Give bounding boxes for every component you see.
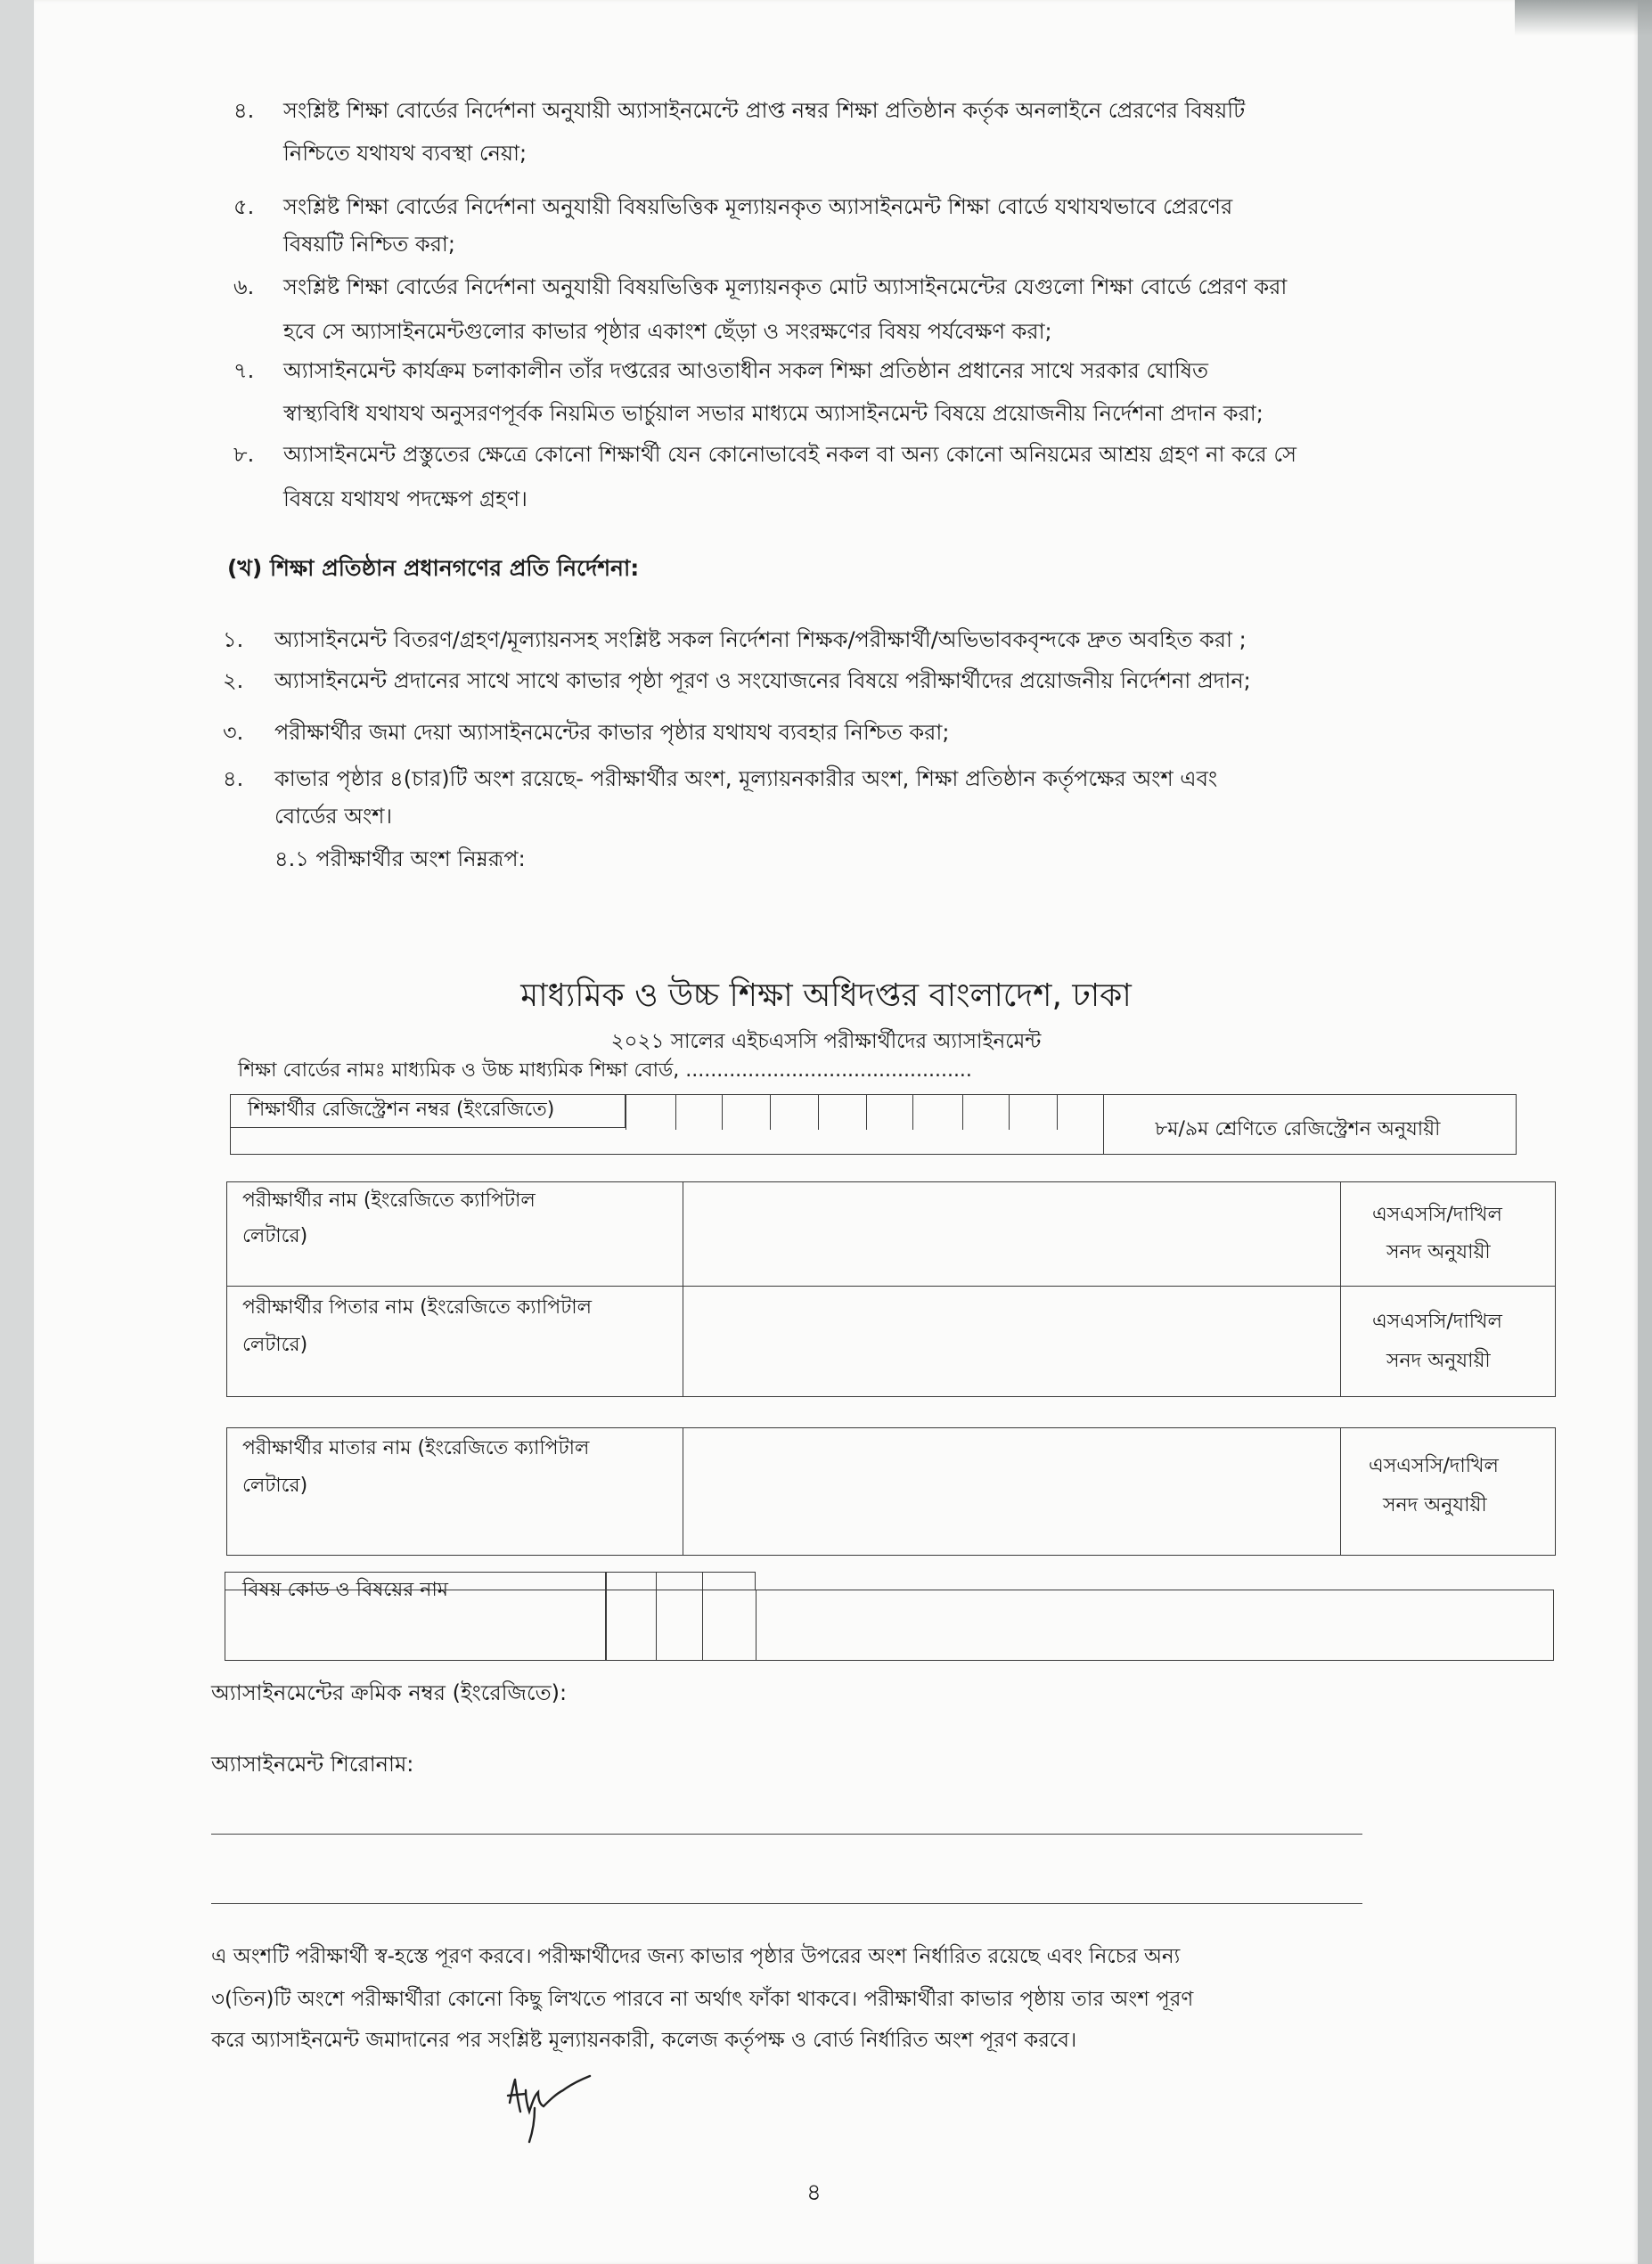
- item-text-line: বিষয়টি নিশ্চিত করা;: [283, 232, 455, 257]
- section-heading: (খ) শিক্ষা প্রতিষ্ঠান প্রধানগণের প্রতি নির্দেশনা:: [227, 555, 640, 581]
- scan-shadow: [1515, 0, 1652, 36]
- reg-digit-divider: [722, 1094, 723, 1130]
- item-text-line: স্বাস্থ্যবিধি যথাযথ অনুসরণপূর্বক নিয়মিত ভার্চুয়াল সভার মাধ্যমে অ্যাসাইনমেন্ট বিষয়ে প্রয়োজনীয় নির্দেশনা প্রদান করা;: [283, 401, 1264, 426]
- cell-divider: [1340, 1287, 1341, 1397]
- mother-name-label: পরীক্ষার্থীর মাতার নাম (ইংরেজিতে ক্যাপিটাল: [242, 1437, 590, 1459]
- page-number: ৪: [806, 2179, 822, 2206]
- scan-edge: [1638, 0, 1652, 2264]
- item-text-line: কাভার পৃষ্ঠার ৪(চার)টি অংশ রয়েছে- পরীক্ষার্থীর অংশ, মূল্যায়নকারীর অংশ, শিক্ষা প্রতিষ্ঠান কর্তৃপক্ষের অংশ এবং: [274, 766, 1218, 791]
- item-number: ১.: [223, 627, 244, 652]
- title-line[interactable]: [211, 1903, 1362, 1904]
- signature: [499, 2049, 624, 2147]
- cell-divider: [1340, 1181, 1341, 1287]
- item-text-line: বোর্ডের অংশ।: [274, 804, 393, 829]
- mother-name-label: লেটারে): [242, 1475, 308, 1497]
- ssc-note: সনদ অনুযায়ী: [1383, 1494, 1487, 1516]
- ssc-note: এসএসসি/দাখিল: [1372, 1204, 1502, 1226]
- item-text-line: সংশ্লিষ্ট শিক্ষা বোর্ডের নির্দেশনা অনুযায়ী অ্যাসাইনমেন্টে প্রাপ্ত নম্বর শিক্ষা প্রতিষ্ঠান কর্তৃক অনলাইনে প্রেরণের বিষয়টি: [283, 98, 1246, 123]
- reg-digit-divider: [818, 1094, 819, 1130]
- item-text-line: অ্যাসাইনমেন্ট প্রদানের সাথে সাথে কাভার পৃষ্ঠা পূরণ ও সংযোজনের বিষয়ে পরীক্ষার্থীদের প্রয়োজনীয় নির্দেশনা প্রদান;: [274, 668, 1251, 693]
- title-line[interactable]: [211, 1834, 1362, 1835]
- reg-digit-divider: [912, 1094, 913, 1130]
- item-number: ৫.: [233, 194, 255, 219]
- father-name-label: পরীক্ষার্থীর পিতার নাম (ইংরেজিতে ক্যাপিটাল: [242, 1296, 592, 1319]
- item-number: ৩.: [223, 720, 244, 745]
- registration-label: শিক্ষার্থীর রেজিস্ট্রেশন নম্বর (ইংরেজিতে): [248, 1099, 555, 1121]
- note-paragraph-line: করে অ্যাসাইনমেন্ট জমাদানের পর সংশ্লিষ্ট মূল্যায়নকারী, কলেজ কর্তৃপক্ষ ও বোর্ড নির্ধারিত অংশ পূরণ করবে।: [211, 2029, 1077, 2052]
- student-name-label: পরীক্ষার্থীর নাম (ইংরেজিতে ক্যাপিটাল: [242, 1189, 536, 1212]
- ssc-note: সনদ অনুযায়ী: [1386, 1350, 1491, 1372]
- student-name-label: লেটারে): [242, 1225, 308, 1247]
- item-number: ৭.: [233, 358, 255, 383]
- item-text-line: অ্যাসাইনমেন্ট কার্যক্রম চলাকালীন তাঁর দপ্তরের আওতাধীন সকল শিক্ষা প্রতিষ্ঠান প্রধানের সাথে সরকার ঘোষিত: [283, 358, 1208, 383]
- serial-label: অ্যাসাইনমেন্টের ক্রমিক নম্বর (ইংরেজিতে):: [211, 1680, 568, 1705]
- code-cell-top: [606, 1572, 756, 1590]
- item-number: ৪.: [223, 766, 244, 791]
- reg-digit-divider: [962, 1094, 963, 1130]
- item-number: ২.: [223, 668, 244, 693]
- board-name-line: শিক্ষা বোর্ডের নামঃ মাধ্যমিক ও উচ্চ মাধ্যমিক শিক্ষা বোর্ড, ..............................................: [238, 1059, 972, 1082]
- ssc-note: এসএসসি/দাখিল: [1369, 1455, 1499, 1477]
- item-text-line: অ্যাসাইনমেন্ট বিতরণ/গ্রহণ/মূল্যায়নসহ সংশ্লিষ্ট সকল নির্দেশনা শিক্ষক/পরীক্ষার্থী/অভিভাবকবৃন্দকে দ্রুত অবহিত করা ;: [274, 627, 1247, 652]
- reg-digit-divider: [1009, 1094, 1010, 1130]
- item-text-line: পরীক্ষার্থীর জমা দেয়া অ্যাসাইনমেন্টের কাভার পৃষ্ঠার যথাযথ ব্যবহার নিশ্চিত করা;: [274, 720, 950, 745]
- item-number: ৬.: [233, 274, 255, 299]
- father-name-label: লেটারে): [242, 1334, 308, 1356]
- assignment-title-label: অ্যাসাইনমেন্ট শিরোনাম:: [211, 1752, 414, 1777]
- item-text-line: বিষয়ে যথাযথ পদক্ষেপ গ্রহণ।: [283, 486, 527, 511]
- reg-digit-divider: [770, 1094, 771, 1130]
- subject-label: বিষয় কোড ও বিষয়ের নাম: [242, 1579, 448, 1601]
- note-paragraph-line: এ অংশটি পরীক্ষার্থী স্ব-হস্তে পূরণ করবে। পরীক্ষার্থীদের জন্য কাভার পৃষ্ঠার উপরের অংশ নির্ধারিত রয়েছে এবং নিচের অন্য: [211, 1945, 1181, 1968]
- registration-note: ৮ম/৯ম শ্রেণিতে রেজিস্ট্রেশন অনুযায়ী: [1155, 1118, 1441, 1140]
- subpoint-text: ৪.১ পরীক্ষার্থীর অংশ নিম্নরূপ:: [274, 846, 526, 871]
- item-text-line: নিশ্চিতে যথাযথ ব্যবস্থা নেয়া;: [283, 141, 527, 166]
- reg-digit-divider: [1057, 1094, 1058, 1130]
- item-text-line: হবে সে অ্যাসাইনমেন্টগুলোর কাভার পৃষ্ঠার একাংশ ছেঁড়া ও সংরক্ষণের বিষয় পর্যবেক্ষণ করা;: [283, 319, 1052, 344]
- form-subtitle: ২০২১ সালের এইচএসসি পরীক্ষার্থীদের অ্যাসাইনমেন্ট: [610, 1030, 1042, 1053]
- ssc-note: এসএসসি/দাখিল: [1372, 1311, 1502, 1333]
- cell-divider: [1340, 1427, 1341, 1556]
- form-title: মাধ্যমিক ও উচ্চ শিক্ষা অধিদপ্তর বাংলাদেশ, ঢাকা: [520, 977, 1132, 1014]
- ssc-note: সনদ অনুযায়ী: [1386, 1241, 1491, 1263]
- item-number: ৪.: [233, 98, 255, 123]
- reg-digit-divider: [866, 1094, 867, 1130]
- reg-digit-divider: [675, 1094, 676, 1130]
- item-text-line: অ্যাসাইনমেন্ট প্রস্তুতের ক্ষেত্রে কোনো শিক্ষার্থী যেন কোনোভাবেই নকল বা অন্য কোনো অনিয়মের আশ্রয় গ্রহণ না করে সে: [283, 442, 1296, 467]
- note-paragraph-line: ৩(তিন)টি অংশে পরীক্ষার্থীরা কোনো কিছু লিখতে পারবে না অর্থাৎ ফাঁকা থাকবে। পরীক্ষার্থীরা কাভার পৃষ্ঠায় তার অংশ পূরণ: [211, 1988, 1194, 2011]
- item-text-line: সংশ্লিষ্ট শিক্ষা বোর্ডের নির্দেশনা অনুযায়ী বিষয়ভিত্তিক মূল্যায়নকৃত অ্যাসাইনমেন্ট শিক্ষা বোর্ডে যথাযথভাবে প্রেরণের: [283, 194, 1233, 219]
- item-text-line: সংশ্লিষ্ট শিক্ষা বোর্ডের নির্দেশনা অনুযায়ী বিষয়ভিত্তিক মূল্যায়নকৃত মোট অ্যাসাইনমেন্টের যেগুলো শিক্ষা বোর্ডে প্রেরণ করা: [283, 274, 1288, 299]
- item-number: ৮.: [233, 442, 255, 467]
